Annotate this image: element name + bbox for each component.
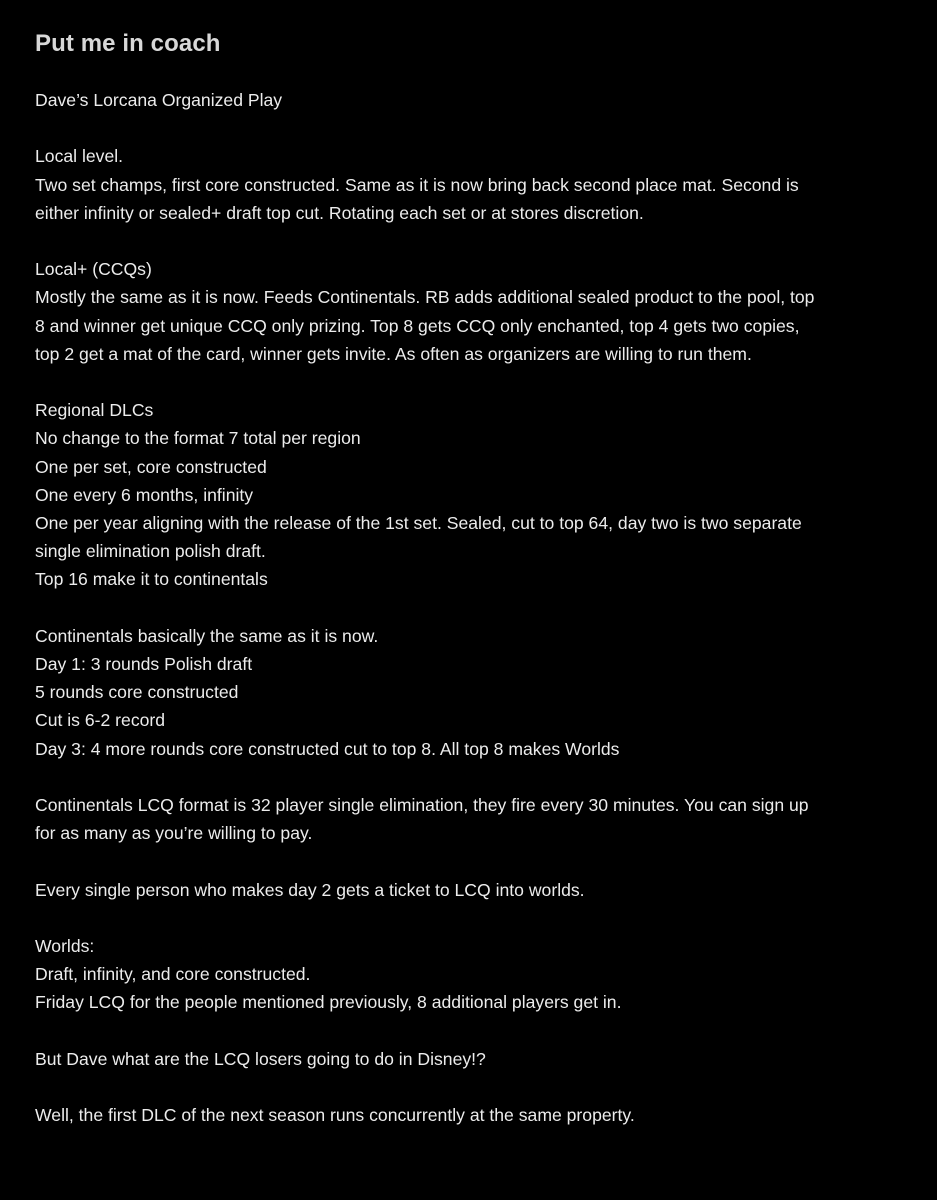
note-line: Two set champs, first core constructed. Same as it is now bring back second place mat. Second is (35, 174, 799, 195)
note-line: Local+ (CCQs) (35, 259, 152, 280)
note-line: either infinity or sealed+ draft top cut. Rotating each set or at stores discretion. (35, 202, 644, 223)
blank-line (35, 114, 907, 142)
note-line: Day 1: 3 rounds Polish draft (35, 654, 253, 674)
note-line: But Dave what are the LCQ losers going to do in Disney!? (35, 1048, 486, 1069)
blank-line (35, 594, 907, 622)
note-line: Worlds: (35, 935, 95, 956)
blank-line (35, 1017, 907, 1045)
blank-line (35, 904, 907, 932)
note-line: 5 rounds core constructed (35, 682, 239, 703)
note-line: Cut is 6-2 record (35, 710, 166, 731)
note-line: Top 16 make it to continentals (35, 569, 268, 590)
note-line: One per set, core constructed (35, 456, 267, 477)
blank-line (35, 763, 907, 791)
note-line: One every 6 months, infinity (35, 484, 254, 505)
note-line: for as many as you’re willing to pay. (35, 823, 313, 844)
note-line: Friday LCQ for the people mentioned previously, 8 additional players get in. (35, 992, 622, 1013)
note-line: top 2 get a mat of the card, winner gets invite. As often as organizers are willing to run them. (35, 343, 752, 364)
note-line: Day 3: 4 more rounds core constructed cut to top 8. All top 8 makes Worlds (35, 738, 620, 759)
note-line: Every single person who makes day 2 gets a ticket to LCQ into worlds. (35, 879, 585, 900)
note-line: No change to the format 7 total per region (35, 428, 361, 449)
blank-line (35, 227, 907, 255)
note-line: Local level. (35, 146, 124, 167)
note-line: Well, the first DLC of the next season runs concurrently at the same property. (35, 1105, 635, 1126)
blank-line (35, 1073, 907, 1101)
blank-line (35, 847, 907, 875)
note-line: Dave’s Lorcana Organized Play (35, 90, 283, 110)
note-line: Draft, infinity, and core constructed. (35, 964, 311, 985)
note-line: Continentals basically the same as it is now. (35, 625, 379, 646)
note-line: One per year aligning with the release of the 1st set. Sealed, cut to top 64, day two is two separate (35, 513, 802, 533)
note-title: Put me in coach (35, 30, 221, 57)
note-line: Mostly the same as it is now. Feeds Continentals. RB adds additional sealed product to the pool, top (35, 287, 815, 308)
note-line: Regional DLCs (35, 400, 154, 421)
note-line: 8 and winner get unique CCQ only prizing. Top 8 gets CCQ only enchanted, top 4 gets two copies, (35, 315, 800, 336)
note-line: single elimination polish draft. (35, 541, 266, 562)
note-body[interactable] (35, 86, 907, 1129)
note-line: Continentals LCQ format is 32 player single elimination, they fire every 30 minutes. You can sign up (35, 795, 809, 815)
blank-line (35, 368, 907, 396)
